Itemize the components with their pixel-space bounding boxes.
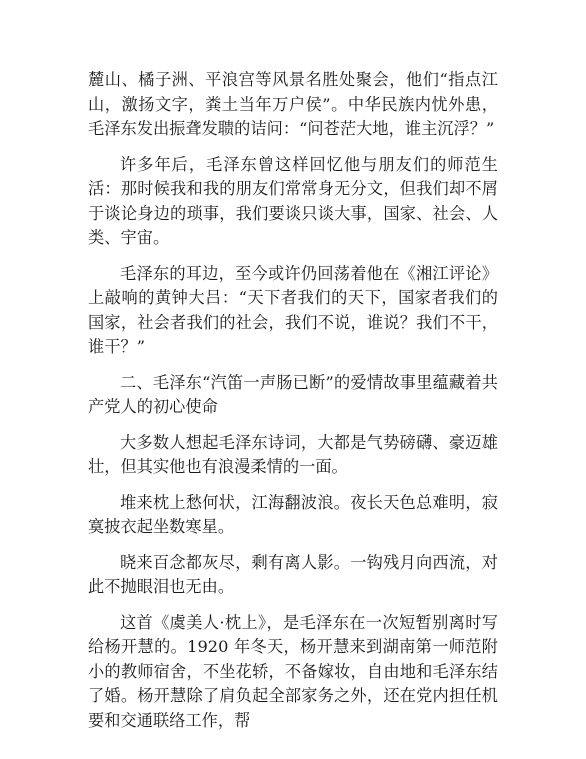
paragraph: 麓山、橘子洲、平浪宫等风景名胜处聚会，他们“指点江山，激扬文字，粪土当年万户侯”。中华民族内忧外患，毛泽东发出振聋发聩的诘问：“问苍茫大地，谁主沉浮？” xyxy=(88,70,498,138)
section-heading: 二、毛泽东“汽笛一声肠已断”的爱情故事里蕴藏着共产党人的初心使命 xyxy=(88,372,498,416)
poem-stanza: 堆来枕上愁何状，江海翻波浪。夜长天色总难明，寂寞披衣起坐数寒星。 xyxy=(88,492,498,536)
paragraph: 这首《虞美人·枕上》，是毛泽东在一次短暂别离时写给杨开慧的。1920 年冬天，杨开慧来到湖南第一师范附小的教师宿舍，不坐花轿，不备嫁妆，自由地和毛泽东结了婚。杨开慧除了肩负起全部家务之外，还在党内担任机要和交通联络工作，帮 xyxy=(88,612,498,730)
paragraph: 大多数人想起毛泽东诗词，大都是气势磅礴、豪迈雄壮，但其实他也有浪漫柔情的一面。 xyxy=(88,432,498,476)
poem-stanza: 晓来百念都灰尽，剩有离人影。一钩残月向西流，对此不抛眼泪也无由。 xyxy=(88,552,498,596)
paragraph: 毛泽东的耳边，至今或许仍回荡着他在《湘江评论》上敲响的黄钟大吕：“天下者我们的天下，国家者我们的国家，社会者我们的社会，我们不说，谁说？我们不干，谁干？” xyxy=(88,263,498,356)
document-body xyxy=(88,68,498,744)
paragraph: 许多年后，毛泽东曾这样回忆他与朋友们的师范生活：那时候我和我的朋友们常常身无分文，但我们却不屑于谈论身边的琐事，我们要谈只谈大事，国家、社会、人类、宇宙。 xyxy=(88,154,498,247)
